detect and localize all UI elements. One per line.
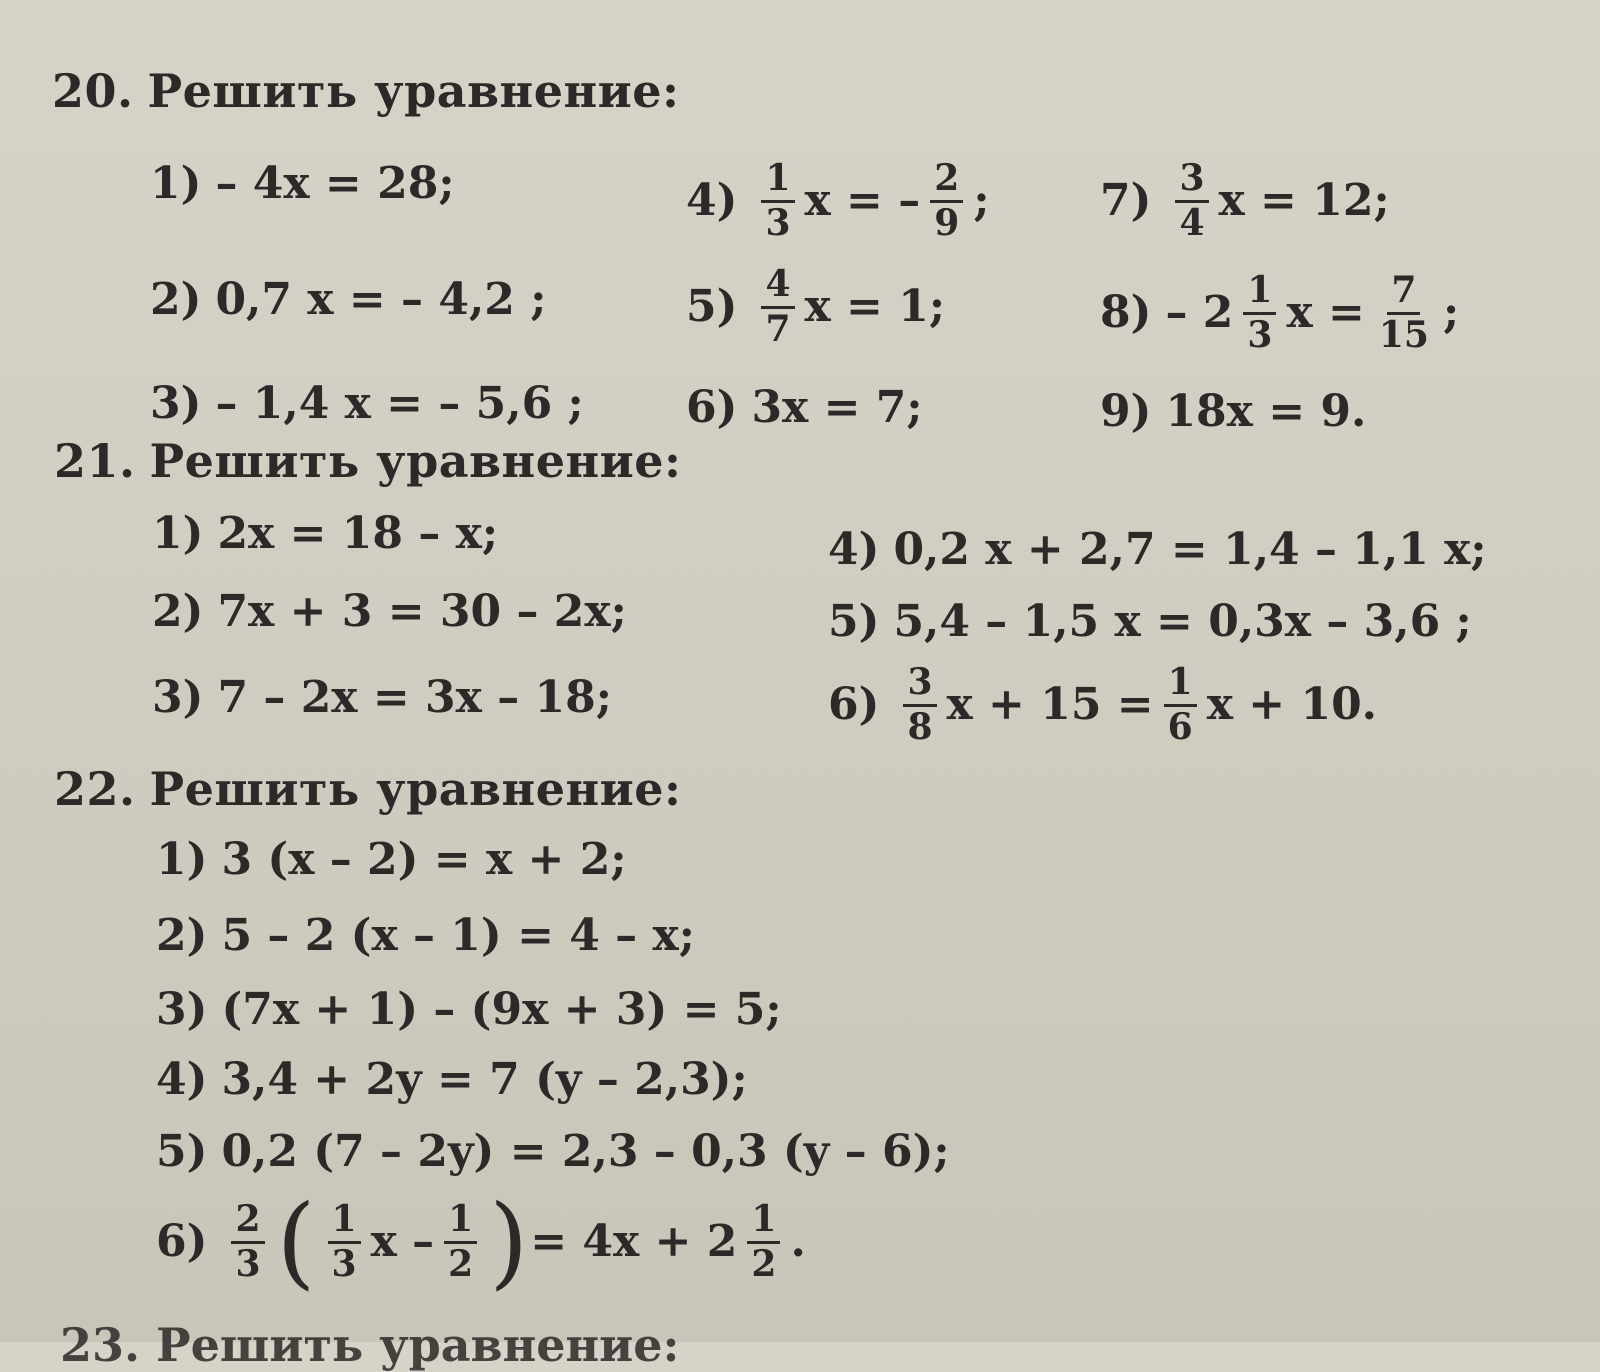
fraction: $\frac{1}{3}$ bbox=[1243, 272, 1276, 355]
section-number: 20. bbox=[52, 64, 134, 118]
fraction: $\frac{7}{15}$ bbox=[1378, 269, 1429, 356]
fraction: $\frac{2}{3}$ bbox=[231, 1201, 264, 1284]
fraction: $\frac{3}{8}$ bbox=[903, 664, 936, 747]
section-title: Решить уравнение: bbox=[149, 434, 682, 488]
fraction: $\frac{2}{9}$ bbox=[930, 160, 963, 243]
section-21-heading bbox=[54, 434, 682, 488]
equation-21-3: 3) 7 – 2x = 3x – 18; bbox=[152, 672, 612, 723]
equation-22-3: 3) (7x + 1) – (9x + 3) = 5; bbox=[156, 984, 782, 1035]
equation-22-4: 4) 3,4 + 2y = 7 (y – 2,3); bbox=[156, 1054, 748, 1105]
equation-22-5: 5) 0,2 (7 – 2y) = 2,3 – 0,3 (y – 6); bbox=[156, 1126, 950, 1177]
equation-20-7: 7) $\frac{3}{4}$ x = 12; bbox=[1100, 157, 1390, 244]
equation-21-5: 5) 5,4 – 1,5 x = 0,3x – 3,6 ; bbox=[828, 596, 1472, 647]
section-number: 22. bbox=[54, 762, 136, 816]
fraction: $\frac{1}{6}$ bbox=[1164, 664, 1197, 747]
equation-21-6: 6) $\frac{3}{8}$ x + 15 = $\frac{1}{6}$ x + 10. bbox=[828, 661, 1378, 748]
fraction: $\frac{1}{2}$ bbox=[444, 1201, 477, 1284]
section-title: Решить уравнение: bbox=[149, 762, 682, 816]
left-paren: ( bbox=[276, 1183, 316, 1300]
equation-22-2: 2) 5 – 2 (x – 1) = 4 – x; bbox=[156, 910, 695, 961]
equation-20-3: 3) – 1,4 x = – 5,6 ; bbox=[150, 378, 584, 429]
equation-20-5: 5) $\frac{4}{7}$ x = 1; bbox=[686, 263, 946, 350]
equation-22-1: 1) 3 (x – 2) = x + 2; bbox=[156, 834, 627, 885]
section-22-heading bbox=[54, 762, 682, 816]
fraction: $\frac{3}{4}$ bbox=[1175, 160, 1208, 243]
section-number: 21. bbox=[54, 434, 136, 488]
fraction: $\frac{1}{3}$ bbox=[761, 160, 794, 243]
equation-21-4: 4) 0,2 x + 2,7 = 1,4 – 1,1 x; bbox=[828, 524, 1487, 575]
fraction: $\frac{1}{3}$ bbox=[328, 1201, 361, 1284]
equation-20-4: 4) $\frac{1}{3}$ x = – $\frac{2}{9}$ ; bbox=[686, 157, 990, 244]
section-title: Решить уравнение: bbox=[147, 64, 680, 118]
equation-21-1: 1) 2x = 18 – x; bbox=[152, 508, 499, 559]
section-20-heading bbox=[52, 64, 680, 118]
equation-20-8: 8) – 2 $\frac{1}{3}$ x = $\frac{7}{15}$ ; bbox=[1100, 269, 1460, 356]
right-paren: ) bbox=[489, 1183, 529, 1300]
equation-20-2: 2) 0,7 x = – 4,2 ; bbox=[150, 274, 547, 325]
equation-20-9: 9) 18x = 9. bbox=[1100, 386, 1367, 437]
equation-21-2: 2) 7x + 3 = 30 – 2x; bbox=[152, 586, 627, 637]
equation-20-1: 1) – 4x = 28; bbox=[150, 158, 455, 209]
equation-22-6: 6) $\frac{2}{3}$ ( $\frac{1}{3}$ x – $\frac{1}{2}$ ) = 4x + 2 $\frac{1}{2}$ . bbox=[156, 1183, 806, 1300]
equation-20-6: 6) 3x = 7; bbox=[686, 382, 923, 433]
fraction: $\frac{4}{7}$ bbox=[761, 266, 794, 349]
fraction: $\frac{1}{2}$ bbox=[747, 1201, 780, 1284]
cut-off-heading: 23. Решить уравнение: bbox=[60, 1318, 680, 1372]
